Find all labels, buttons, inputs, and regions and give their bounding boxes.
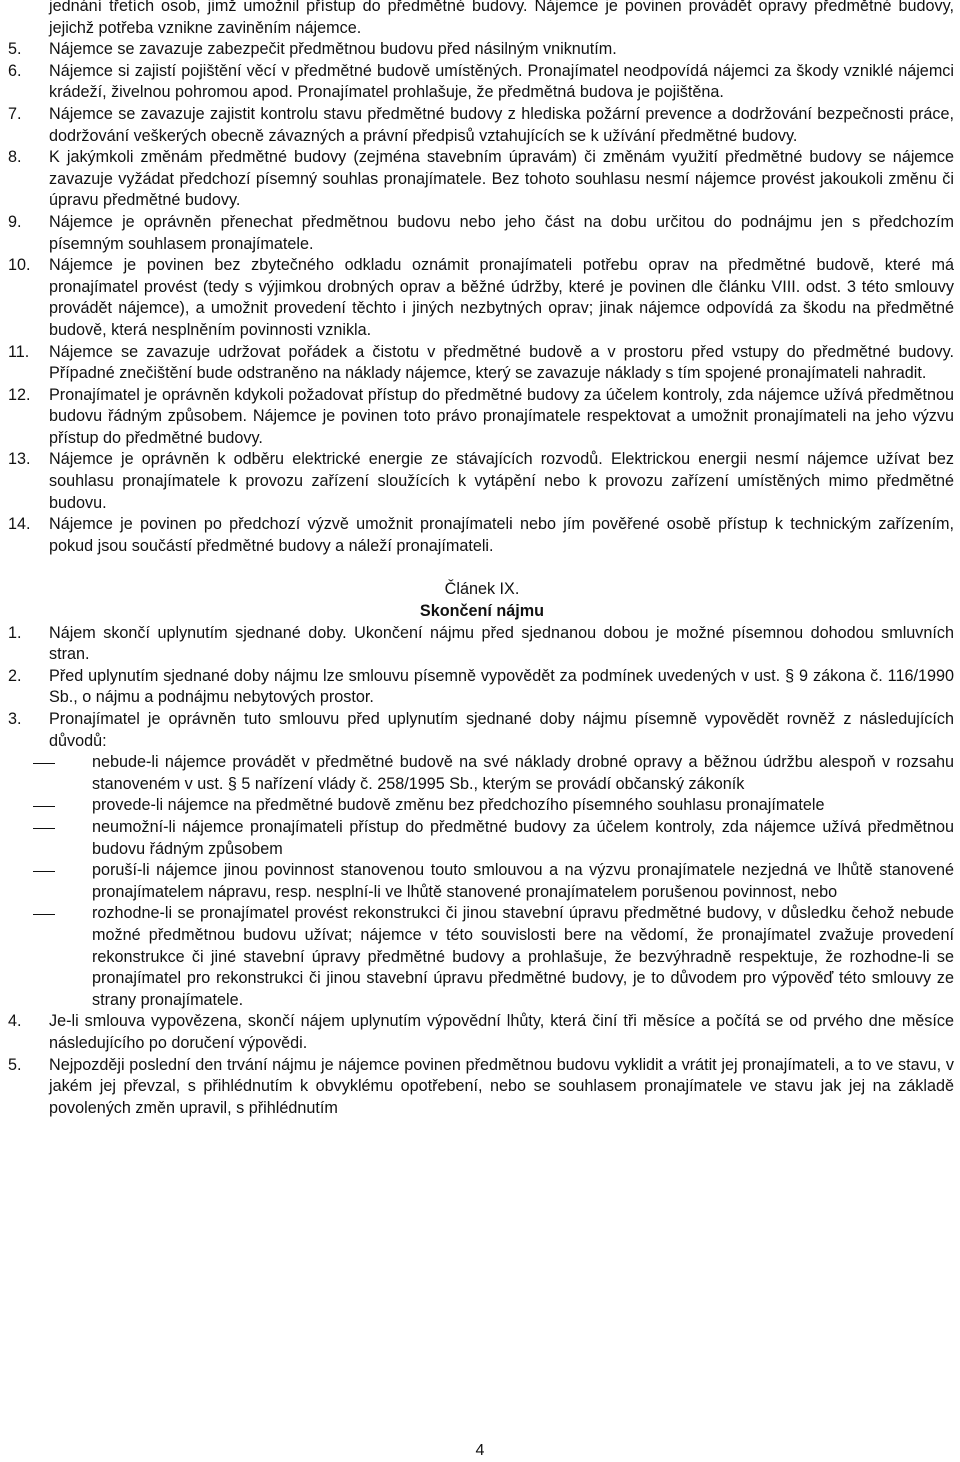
item-text: Nájemce se zavazuje udržovat pořádek a čistotu v předmětné budově a v prostoru před vstupy do předmětné budovy. Případné znečištění bude odstraněno na náklady nájemce, který se zavazuje náklady s tím spojené pronajímateli nahradit. bbox=[49, 342, 954, 383]
item-text: Nájemce je oprávněn přenechat předmětnou budovu nebo jeho část na dobu určitou do podnájmu jen s předchozím písemným souhlasem pronajímatele. bbox=[49, 212, 954, 253]
spacer bbox=[8, 557, 956, 579]
item-text: Pronajímatel je oprávněn kdykoli požadovat přístup do předmětné budovy za účelem kontroly, zda nájemce užívá předmětnou budovu řádným způsobem. Nájemce je povinen toto právo pronajímatele respektovat a umožnit pronajímateli na jeho výzvu přístup do předmětné budovy. bbox=[49, 385, 954, 447]
item-number: 3. bbox=[8, 710, 22, 728]
list-item bbox=[8, 212, 956, 255]
list-item bbox=[8, 1011, 956, 1054]
list-item bbox=[8, 342, 956, 385]
item-number: 11. bbox=[8, 342, 30, 361]
item-text: Nejpozději poslední den trvání nájmu je nájemce povinen předmětnou budovu vyklidit a vrátit jej pronajímateli, a to ve stavu, v jakém jej převzal, s přihlédnutím k obvyklému opotřebení, nebo se souhlasem pronajímatele ve stavu jak jej na základě povolených změn upravil, s přihlédnutím bbox=[49, 1055, 954, 1117]
item-text: Nájem skončí uplynutím sjednané doby. Ukončení nájmu před sjednanou dobou je možné písemnou dohodou smluvních stran. bbox=[49, 623, 954, 664]
reason-item bbox=[8, 903, 956, 1011]
item-number: 14. bbox=[8, 515, 31, 534]
item-text: Nájemce je oprávněn k odběru elektrické energie ze stávajících rozvodů. Elektrickou energii nesmí nájemce užívat bez souhlasu pronajímatele k provozu zařízení sloužících k vytápění nebo k provozu zařízení umístěných mimo předmětné budovu. bbox=[49, 450, 954, 512]
item-number: 13. bbox=[8, 450, 31, 469]
article-number: Článek IX. bbox=[444, 580, 520, 599]
dash-bullet bbox=[8, 795, 92, 817]
list-item bbox=[8, 623, 956, 666]
reason-item bbox=[8, 795, 956, 817]
item-number: 5. bbox=[8, 1055, 22, 1074]
item-number: 5. bbox=[8, 40, 22, 59]
list-item bbox=[8, 147, 956, 212]
article-viii-items bbox=[8, 39, 956, 557]
item-text: Nájemce je povinen po předchozí výzvě umožnit pronajímateli nebo jím pověřené osobě přístup k technickým zařízením, pokud jsou součástí předmětné budovy a náleží pronajímateli. bbox=[49, 515, 954, 555]
list-item bbox=[8, 255, 956, 341]
list-item bbox=[8, 39, 956, 61]
reason-text: rozhodne-li se pronajímatel provést rekonstrukci či jinou stavební úpravu předmětné budovy, v důsledku čehož nebude možné předmětnou budovu užívat; nájemce v této souvislosti bere na vědomí, že pronajímatel zvažuje provedení rekonstrukce či jiné stavební úpravy předmětné budovy a prohlašuje, že bezvýhradně respektuje, že rozhodne-li se pronajímatel pro rekonstrukci či jinou stavební úpravu předmětné budovy, je to důvodem pro výpověď této smlouvy ze strany pronajímatele. bbox=[92, 904, 954, 1009]
item-text: Nájemce si zajistí pojištění věcí v předmětné budově umístěných. Pronajímatel neodpovídá nájemci za škody vzniklé nájemci krádeží, živelnou pohromou apod. Pronajímatel prohlašuje, že předmětná budova je pojištěna. bbox=[49, 61, 954, 102]
item-number: 9. bbox=[8, 212, 22, 231]
item-number: 6. bbox=[8, 61, 22, 80]
reason-text: neumožní-li nájemce pronajímateli přístup do předmětné budovy za účelem kontroly, zda nájemce užívá předmětnou budovu řádným způsobem bbox=[92, 817, 954, 858]
list-item bbox=[8, 104, 956, 147]
item-number: 4. bbox=[8, 1012, 22, 1031]
item-text: K jakýmkoli změnám předmětné budovy (zejména stavebním úpravám) či změnám využití předmětné budovy se nájemce zavazuje vyžádat předchozí písemný souhlas pronajímatele. Bez tohoto souhlasu nesmí nájemce provést jakoukoli změnu či úpravu předmětné budovy. bbox=[49, 148, 954, 210]
item-text: Před uplynutím sjednané doby nájmu lze smlouvu písemně vypovědět za podmínek uvedených v ust. § 9 zákona č. 116/1990 Sb., o nájmu a podnájmu nebytových prostor. bbox=[49, 666, 954, 707]
article-ix-items bbox=[8, 623, 956, 1120]
list-item bbox=[8, 514, 956, 557]
dash-bullet bbox=[8, 752, 92, 774]
item-number: 2. bbox=[8, 666, 22, 685]
continuation-paragraph: jednání třetích osob, jimž umožnil přístup do předmětné budovy. Nájemce je povinen provádět opravy předmětné budovy, jejichž potřeba vznikne zaviněním nájemce. bbox=[49, 0, 954, 37]
reason-text: poruší-li nájemce jinou povinnost stanovenou touto smlouvou a na výzvu pronajímatele nezjedná ve lhůtě stanovené pronajímatelem nápravu, resp. nesplní-li ve lhůtě stanovené pronajímatelem porušenou povinnost, nebo bbox=[92, 861, 954, 901]
list-item bbox=[8, 385, 956, 450]
dash-bullet bbox=[8, 903, 92, 925]
dash-bullet bbox=[8, 860, 92, 882]
document-page bbox=[8, 0, 956, 1119]
reason-text: nebude-li nájemce provádět v předmětné budově na své náklady drobné opravy a běžnou údržbu alespoň v rozsahu stanoveném v ust. § 5 nařízení vlády č. 258/1995 Sb., kterým se provádí občanský zákoník bbox=[92, 753, 954, 793]
dash-bullet bbox=[8, 817, 92, 839]
item-number: 8. bbox=[8, 148, 22, 167]
reason-item bbox=[8, 817, 956, 860]
list-item bbox=[8, 61, 956, 104]
article-title: Skončení nájmu bbox=[419, 602, 545, 621]
list-item bbox=[8, 666, 956, 709]
item-number: 12. bbox=[8, 385, 31, 404]
list-item bbox=[8, 709, 956, 752]
reason-item bbox=[8, 860, 956, 903]
list-item bbox=[8, 449, 956, 514]
item-text: Nájemce se zavazuje zabezpečit předmětnou budovu před násilným vniknutím. bbox=[49, 40, 617, 59]
list-item bbox=[8, 1055, 956, 1120]
reason-text: provede-li nájemce na předmětné budově změnu bez předchozího písemného souhlasu pronajímatele bbox=[92, 796, 825, 815]
item-text: Nájemce je povinen bez zbytečného odkladu oznámit pronajímateli potřebu oprav na předmětné budově, které má pronajímatel provést (tedy s výjimkou drobných oprav a běžné údržby, které je povinen dle článku VIII. odst. 3 této smlouvy provádět nájemce), a umožnit provedení těchto i jiných nezbytných oprav; jinak nájemce odpovídá za škodu na předmětné budově, která nesplněním povinnosti vznikla. bbox=[49, 256, 954, 339]
page-number: 4 bbox=[475, 1442, 485, 1459]
item-text: Pronajímatel je oprávněn tuto smlouvu před uplynutím sjednané doby nájmu písemně vypovědět rovněž z následujících důvodů: bbox=[49, 710, 954, 750]
item-text: Nájemce se zavazuje zajistit kontrolu stavu předmětné budovy z hlediska požární prevence a dodržování bezpečnosti práce, dodržování veškerých obecně závazných a právní předpisů vztahujících se k užívání předmětné budovy. bbox=[49, 104, 954, 145]
reasons-list bbox=[8, 752, 956, 1011]
item-number: 10. bbox=[8, 256, 31, 275]
item-number: 1. bbox=[8, 623, 22, 642]
item-number: 7. bbox=[8, 104, 22, 123]
reason-item bbox=[8, 752, 956, 795]
item-text: Je-li smlouva vypovězena, skončí nájem uplynutím výpovědní lhůty, která činí tři měsíce a počítá se od prvého dne měsíce následujícího po doručení výpovědi. bbox=[49, 1012, 954, 1052]
